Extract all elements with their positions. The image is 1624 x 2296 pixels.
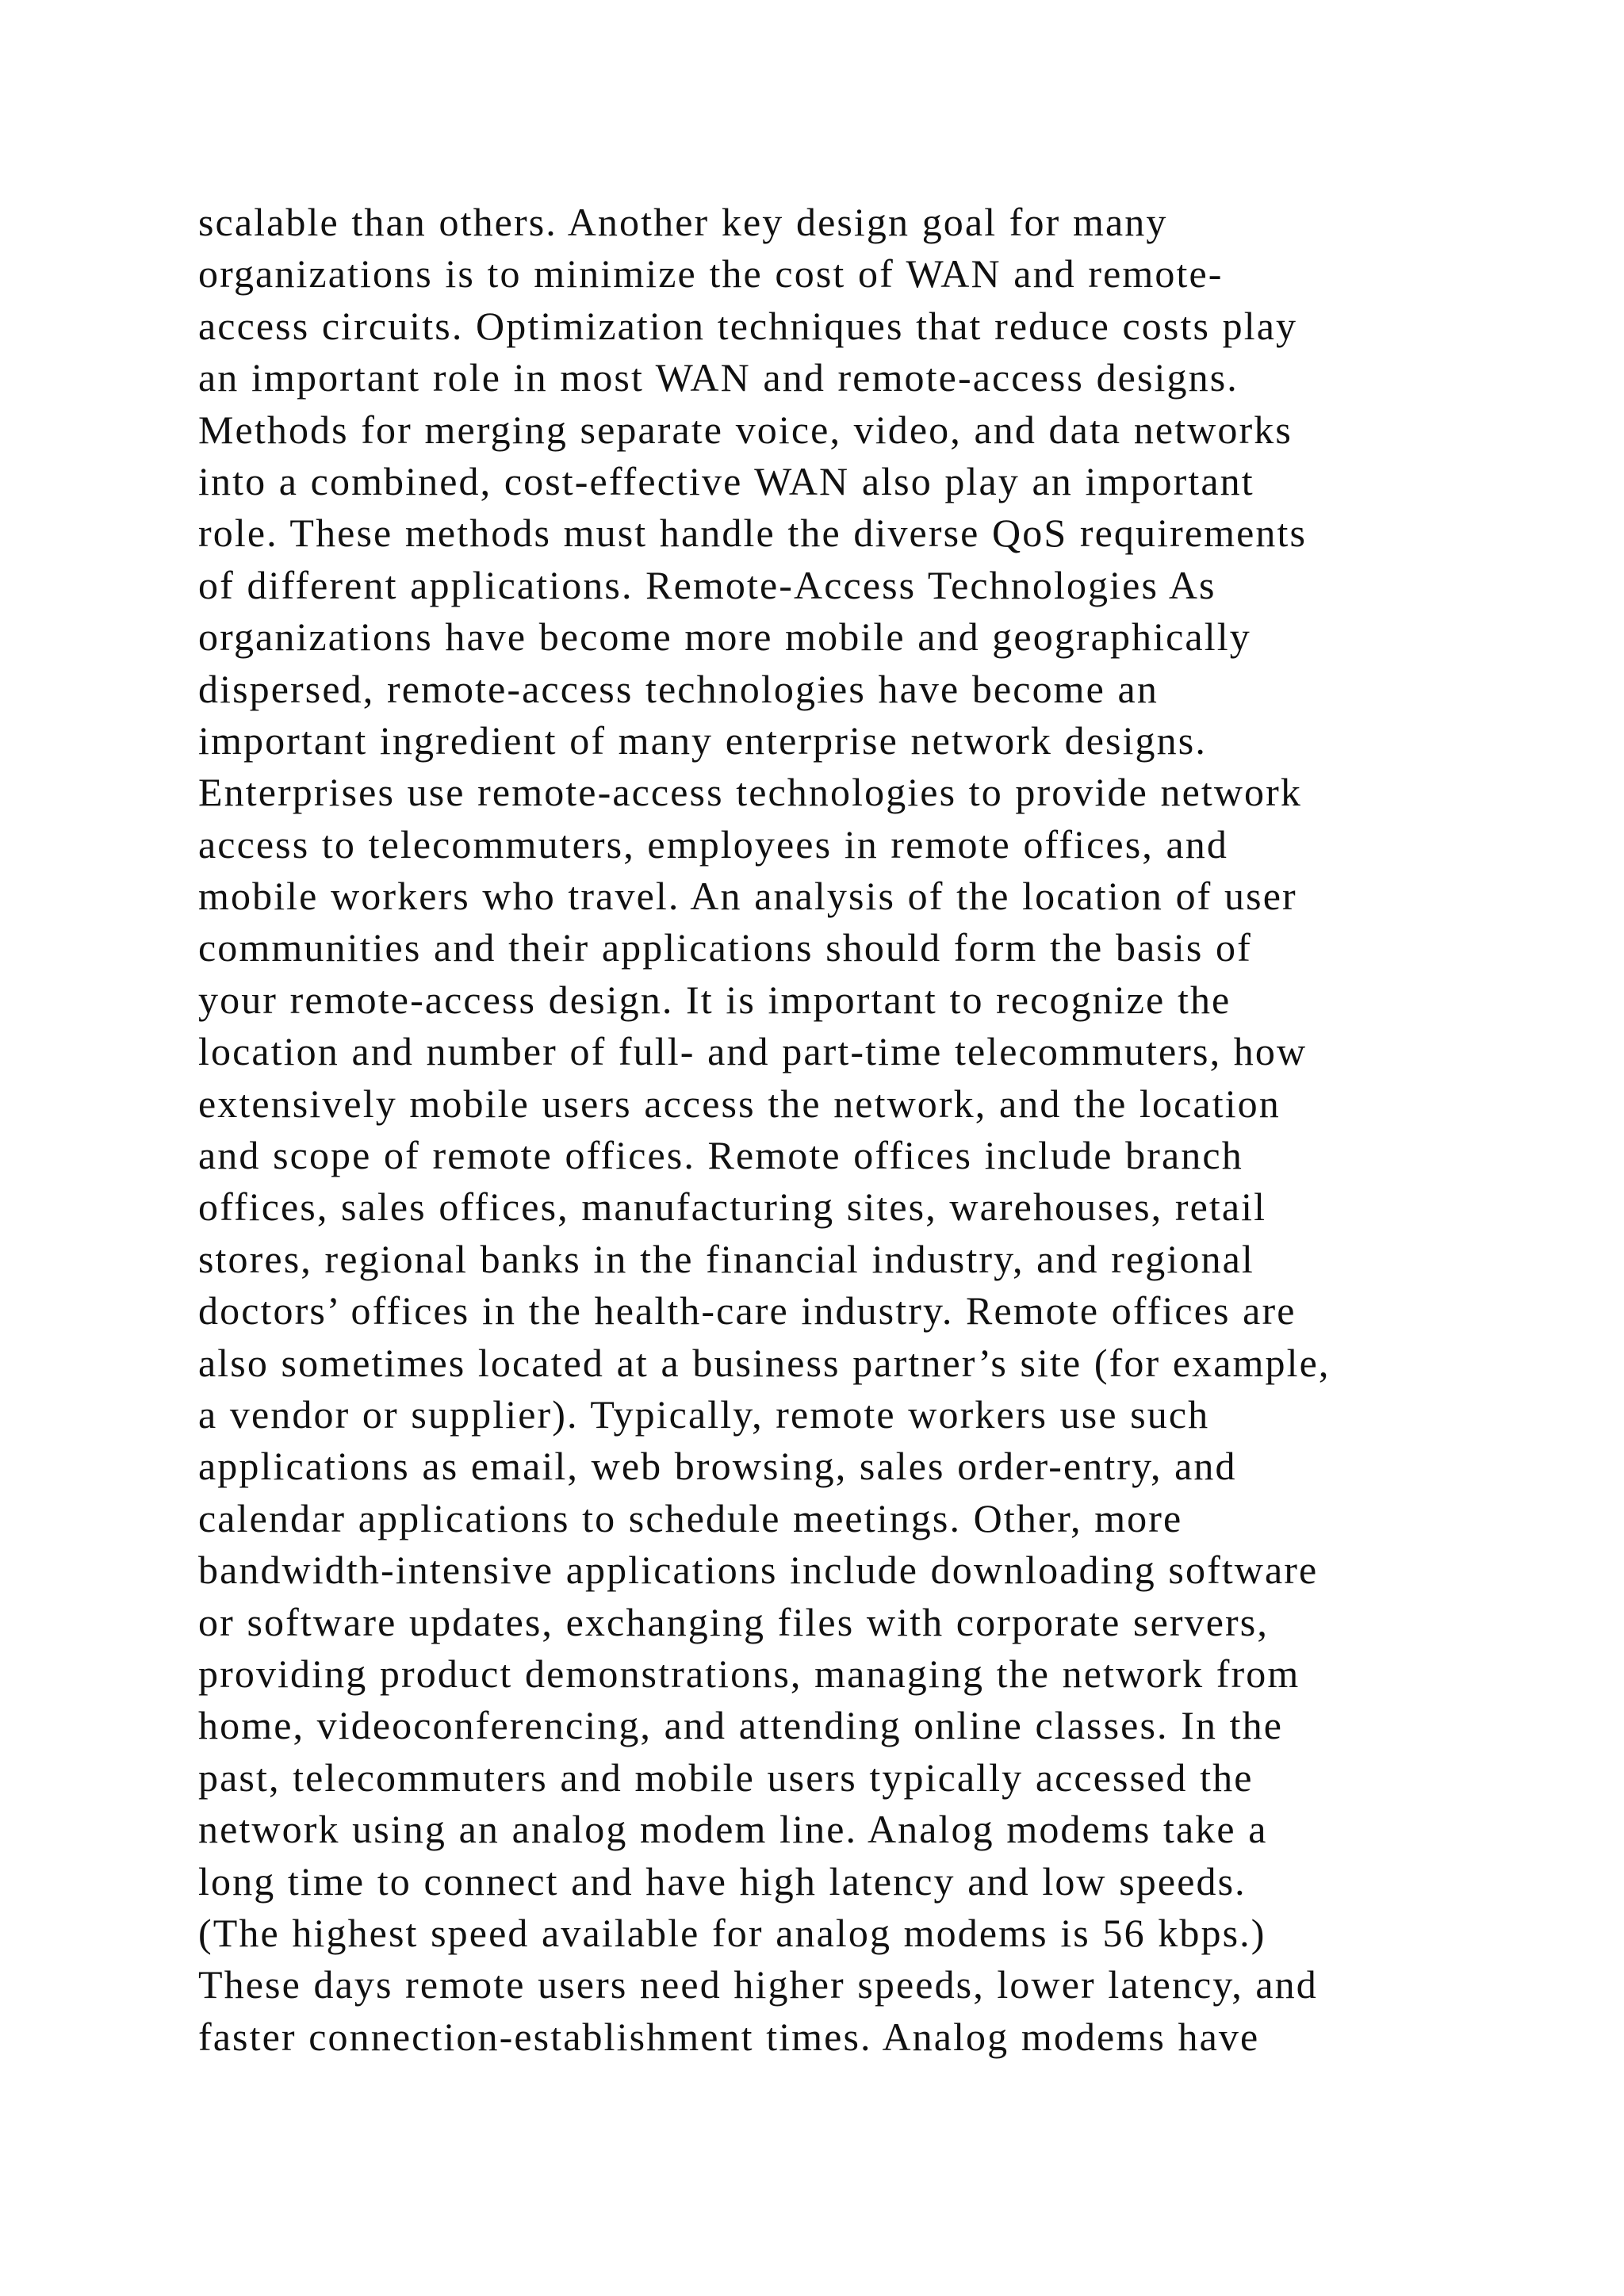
text-line: extensively mobile users access the network, and the location <box>198 1081 1281 1126</box>
text-line: communities and their applications should form the basis of <box>198 925 1252 970</box>
text-line: an important role in most WAN and remote-access designs. <box>198 355 1239 400</box>
text-line: offices, sales offices, manufacturing sites, warehouses, retail <box>198 1184 1267 1230</box>
text-line: organizations is to minimize the cost of WAN and remote- <box>198 251 1224 297</box>
text-line: long time to connect and have high latency and low speeds. <box>198 1858 1247 1904</box>
text-line: past, telecommuters and mobile users typically accessed the <box>198 1755 1254 1800</box>
text-line: scalable than others. Another key design goal for many <box>198 200 1168 244</box>
text-line: or software updates, exchanging files with corporate servers, <box>198 1599 1269 1644</box>
text-line: also sometimes located at a business partner’s site (for example, <box>198 1340 1331 1385</box>
text-line: network using an analog modem line. Analog modems take a <box>198 1807 1268 1852</box>
text-line: applications as email, web browsing, sales order-entry, and <box>198 1444 1237 1489</box>
text-line: of different applications. Remote-Access Technologies As <box>198 562 1216 607</box>
text-line: mobile workers who travel. An analysis of the location of user <box>198 874 1297 919</box>
text-line: your remote-access design. It is important to recognize the <box>198 977 1231 1022</box>
text-line: These days remote users need higher speeds, lower latency, and <box>198 1962 1318 2007</box>
text-line: and scope of remote offices. Remote offices include branch <box>198 1133 1243 1178</box>
text-line: bandwidth-intensive applications include downloading software <box>198 1548 1319 1593</box>
text-line: into a combined, cost-effective WAN also play an important <box>198 458 1254 503</box>
text-line: a vendor or supplier). Typically, remote workers use such <box>198 1391 1210 1437</box>
text-line: role. These methods must handle the diverse QoS requirements <box>198 511 1308 556</box>
text-line: access circuits. Optimization techniques that reduce costs play <box>198 303 1298 348</box>
text-line: providing product demonstrations, managing the network from <box>198 1651 1300 1696</box>
text-line: dispersed, remote-access technologies have become an <box>198 666 1159 711</box>
text-line: Methods for merging separate voice, video, and data networks <box>198 407 1293 452</box>
text-line: stores, regional banks in the financial industry, and regional <box>198 1236 1254 1281</box>
text-line: calendar applications to schedule meetings. Other, more <box>198 1495 1183 1540</box>
text-line: home, videoconferencing, and attending online classes. In the <box>198 1703 1284 1748</box>
text-line: (The highest speed available for analog modems is 56 kbps.) <box>198 1910 1266 1955</box>
text-line: faster connection-establishment times. Analog modems have <box>198 2014 1260 2059</box>
text-line: important ingredient of many enterprise network designs. <box>198 718 1207 763</box>
text-line: location and number of full- and part-time telecommuters, how <box>198 1029 1308 1074</box>
text-line: Enterprises use remote-access technologies to provide network <box>198 770 1303 815</box>
body-text <box>198 197 1546 2063</box>
text-line: organizations have become more mobile and geographically <box>198 614 1251 660</box>
text-line: doctors’ offices in the health-care industry. Remote offices are <box>198 1288 1297 1334</box>
text-line: access to telecommuters, employees in remote offices, and <box>198 821 1228 867</box>
